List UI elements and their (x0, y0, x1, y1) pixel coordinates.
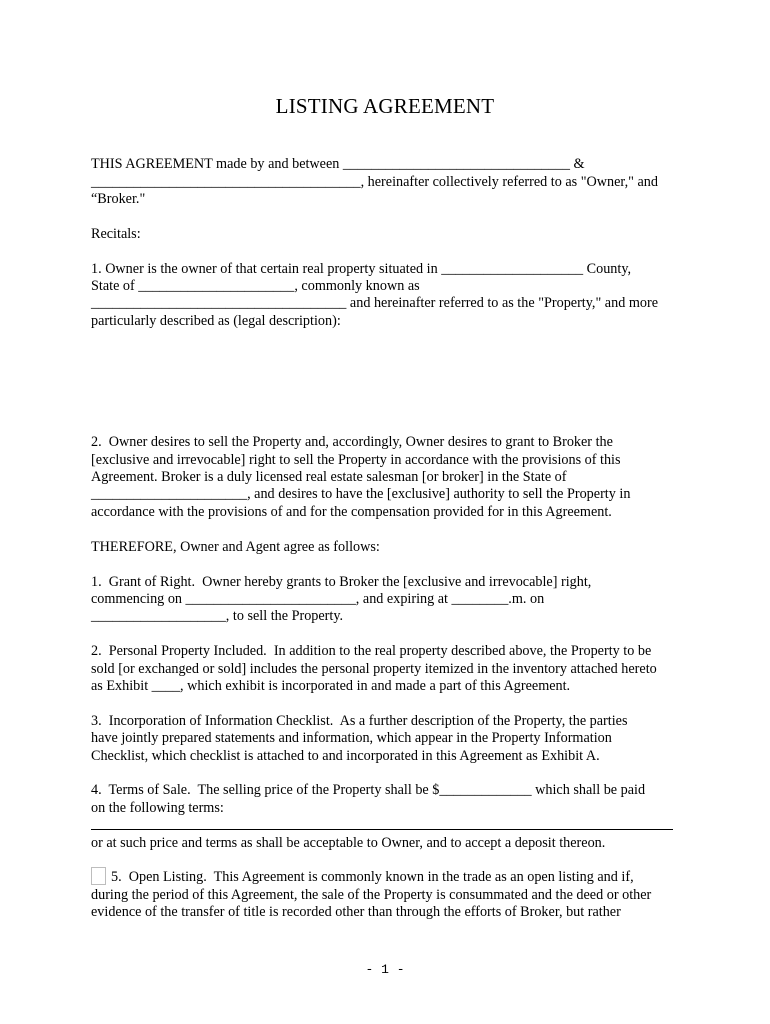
section-2-line-2: sold [or exchanged or sold] includes the personal property itemized in the inventory attached hereto (91, 661, 657, 677)
section-3-line-3: Checklist, which checklist is attached to and incorporated in this Agreement as Exhibit A. (91, 748, 600, 764)
document-title: LISTING AGREEMENT (275, 94, 495, 118)
recital-2-line-4: ______________________, and desires to have the [exclusive] authority to sell the Property in (91, 486, 631, 502)
intro-line-1: THIS AGREEMENT made by and between ________________________________ & (91, 156, 585, 172)
section-4-line-2: on the following terms: (91, 800, 224, 816)
recital-2-line-3: Agreement. Broker is a duly licensed real estate salesman [or broker] in the State of (91, 469, 567, 485)
section-2-line-1: 2. Personal Property Included. In addition to the real property described above, the Property to be (91, 643, 652, 659)
recital-1-line-3: ____________________________________ and hereinafter referred to as the "Property," and more (91, 295, 658, 311)
open-listing-checkbox[interactable] (91, 867, 106, 885)
recital-2-line-1: 2. Owner desires to sell the Property and, accordingly, Owner desires to grant to Broker the (91, 434, 613, 450)
recital-2-line-5: accordance with the provisions of and for the compensation provided for in this Agreement. (91, 504, 612, 520)
section-3-line-1: 3. Incorporation of Information Checklist. As a further description of the Property, the parties (91, 713, 628, 729)
recital-1-line-1: 1. Owner is the owner of that certain real property situated in ____________________ County, (91, 261, 632, 277)
page-number: - 1 - (365, 962, 405, 977)
section-4-line-1: 4. Terms of Sale. The selling price of the Property shall be $_____________ which shall be paid (91, 782, 646, 798)
recitals-heading: Recitals: (91, 226, 141, 242)
section-5-line-3: evidence of the transfer of title is recorded other than through the efforts of Broker, but rather (91, 904, 621, 920)
section-2-line-3: as Exhibit ____, which exhibit is incorporated in and made a part of this Agreement. (91, 678, 571, 694)
section-1-line-2: commencing on ________________________, and expiring at ________.m. on (91, 591, 545, 607)
section-1-line-3: ___________________, to sell the Property. (91, 608, 344, 624)
recital-1-line-4: particularly described as (legal description): (91, 313, 341, 329)
section-3-line-2: have jointly prepared statements and information, which appear in the Property Information (91, 730, 612, 746)
section-5-line-1: 5. Open Listing. This Agreement is commonly known in the trade as an open listing and if, (111, 869, 634, 885)
intro-line-3: “Broker." (91, 191, 146, 207)
section-4-tail: or at such price and terms as shall be acceptable to Owner, and to accept a deposit thereon. (91, 835, 606, 851)
recital-1-line-2: State of ______________________, commonly known as (91, 278, 420, 294)
intro-line-2: ______________________________________, hereinafter collectively referred to as "Owner," and (91, 174, 658, 190)
recital-2-line-2: [exclusive and irrevocable] right to sell the Property in accordance with the provisions of this (91, 452, 621, 468)
terms-blank-line (91, 829, 673, 830)
therefore-line: THEREFORE, Owner and Agent agree as follows: (91, 539, 380, 555)
section-1-line-1: 1. Grant of Right. Owner hereby grants to Broker the [exclusive and irrevocable] right, (91, 574, 592, 590)
section-5-line-2: during the period of this Agreement, the sale of the Property is consummated and the deed or other (91, 887, 652, 903)
